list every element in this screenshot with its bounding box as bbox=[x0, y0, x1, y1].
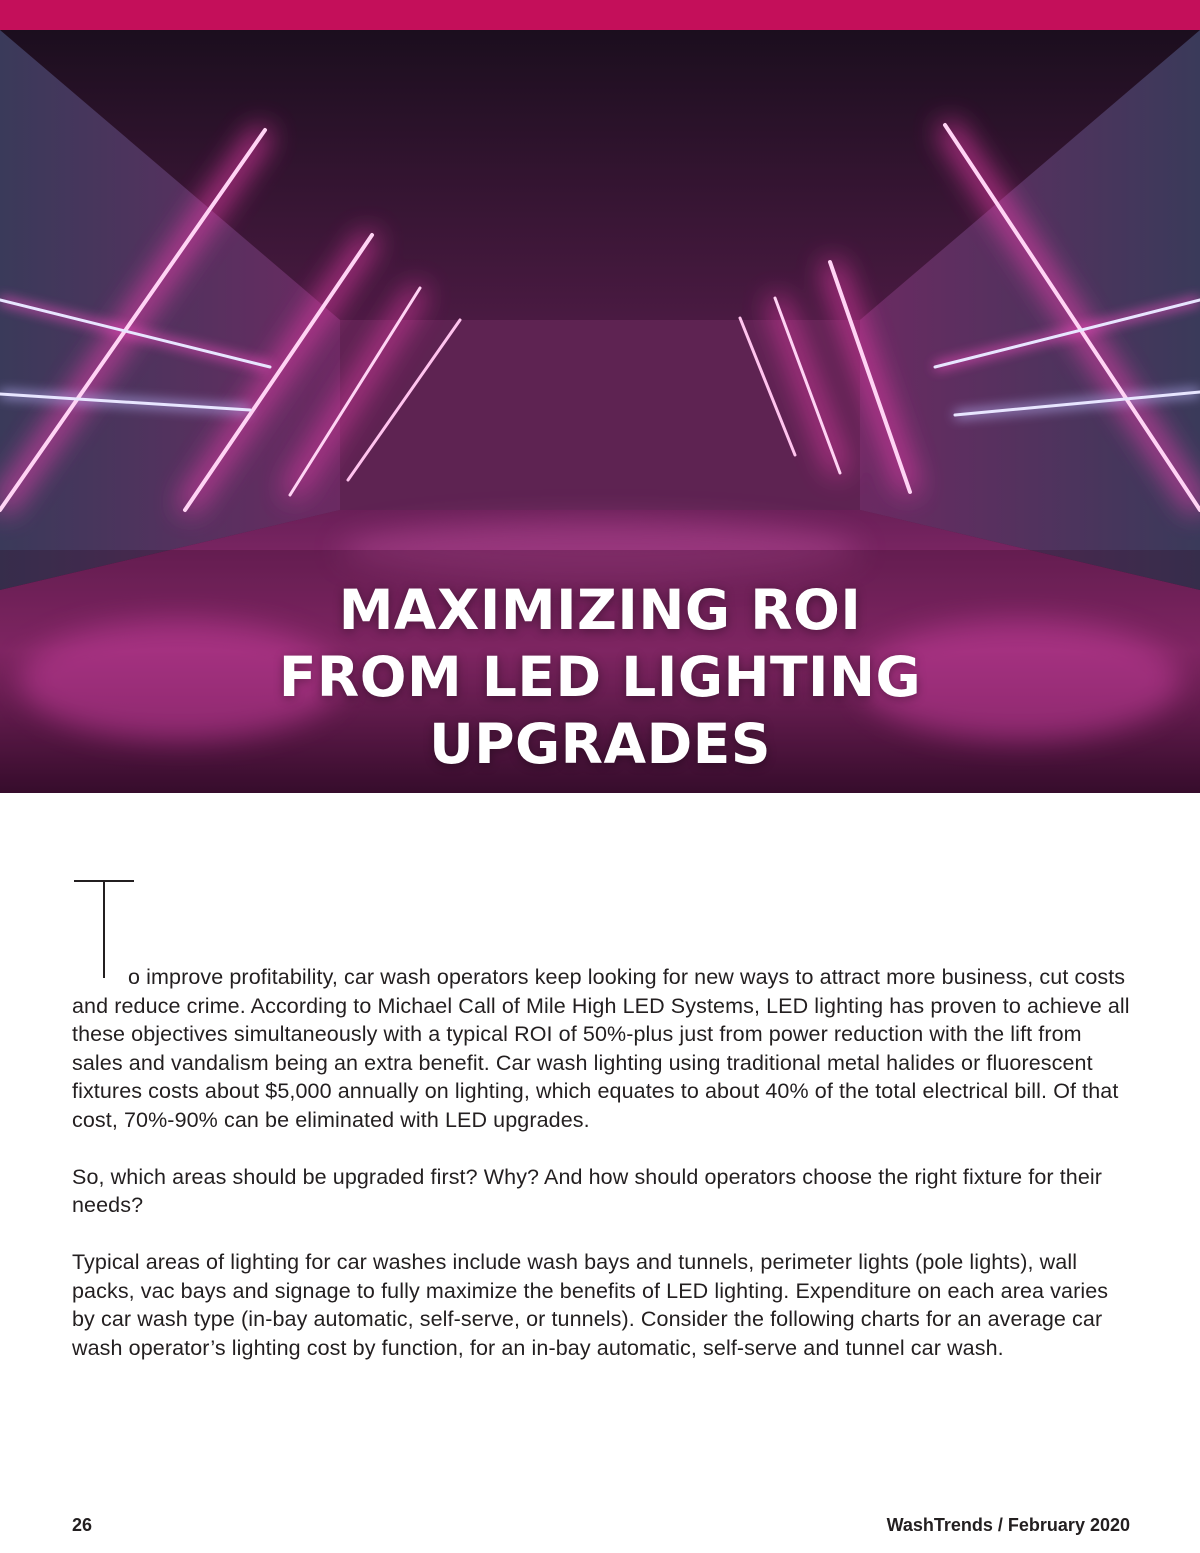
article-paragraph: Typical areas of lighting for car washes include wash bays and tunnels, perimeter lights (pole lights), wall packs, vac bays and signage to fully maximize the benefits of LED lighting. Expenditure on each area varies by car wash type (in-bay automatic, self-serve, or tunnels). Consider the following charts for an average car wash operator’s lighting cost by function, for an in-bay automatic, self-serve and tunnel car wash. bbox=[72, 1250, 1109, 1360]
hero-title-line: MAXIMIZING ROI bbox=[338, 578, 862, 642]
drop-cap-letter: T bbox=[105, 938, 106, 939]
article-paragraph: o improve profitability, car wash operators keep looking for new ways to attract more business, cut costs and reduce crime. According to Michael Call of Mile High LED Systems, LED lighting has proven to achieve all these objectives simultaneously with a typical ROI of 50%-plus just from power reduction with the lift from sales and vandalism being an extra benefit. Car wash lighting using traditional metal halides or fluorescent fixtures costs about $5,000 annually on lighting, which equates to about 40% of the total electrical bill. Of that cost, 70%-90% can be eliminated with LED upgrades. bbox=[72, 965, 1130, 1132]
hero-image bbox=[0, 30, 1200, 793]
publication-info: WashTrends / February 2020 bbox=[886, 1515, 1130, 1535]
top-accent-bar bbox=[0, 0, 1200, 30]
article-body bbox=[72, 878, 1132, 1391]
hero-title-line: FROM LED LIGHTING bbox=[278, 645, 922, 709]
drop-cap bbox=[72, 878, 138, 978]
hero-title-line: UPGRADES bbox=[429, 712, 771, 776]
article-paragraph: So, which areas should be upgraded first? Why? And how should operators choose the right fixture for their needs? bbox=[72, 1164, 1103, 1217]
hero-title bbox=[0, 577, 1200, 778]
page-number: 26 bbox=[72, 1515, 93, 1535]
